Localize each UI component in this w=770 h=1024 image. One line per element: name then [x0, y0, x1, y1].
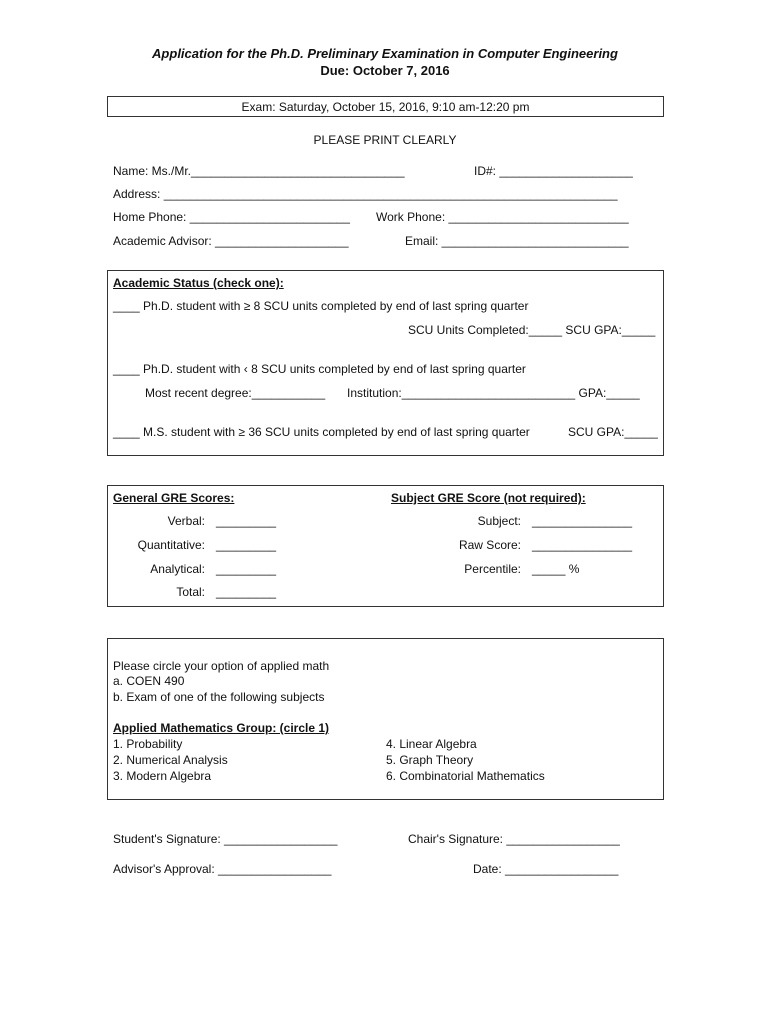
status-option-phd-8plus[interactable]: ____ Ph.D. student with ≥ 8 SCU units completed by end of last spring quarter: [113, 299, 529, 313]
applied-math-box: [107, 638, 664, 800]
percentile-input[interactable]: _____ %: [532, 562, 580, 576]
subject-modern-algebra[interactable]: 3. Modern Algebra: [113, 769, 212, 783]
home-phone-field[interactable]: Home Phone: ________________________: [113, 210, 350, 224]
subject-linear-algebra[interactable]: 4. Linear Algebra: [386, 737, 477, 751]
analytical-label: Analytical:: [150, 562, 205, 576]
subject-label: Subject:: [477, 514, 521, 528]
subject-input[interactable]: _______________: [532, 514, 633, 528]
academic-advisor-field[interactable]: Academic Advisor: ____________________: [113, 234, 349, 248]
raw-score-input[interactable]: _______________: [532, 538, 633, 552]
recent-degree-field[interactable]: Most recent degree:___________: [145, 386, 326, 400]
chair-signature-field[interactable]: Chair's Signature: _________________: [408, 832, 620, 846]
status-option-ms-36plus[interactable]: ____ M.S. student with ≥ 36 SCU units completed by end of last spring quarter: [113, 425, 530, 439]
exam-date-box: [107, 96, 664, 117]
academic-status-heading: Academic Status (check one):: [113, 276, 284, 290]
subject-gre-heading: Subject GRE Score (not required):: [391, 491, 586, 505]
applied-math-group-heading: Applied Mathematics Group: (circle 1): [113, 721, 330, 735]
subject-combinatorial-math[interactable]: 6. Combinatorial Mathematics: [386, 769, 545, 783]
advisor-approval-field[interactable]: Advisor's Approval: _________________: [113, 862, 332, 876]
academic-status-box: [107, 270, 664, 456]
percentile-label: Percentile:: [464, 562, 521, 576]
print-clearly-note: PLEASE PRINT CLEARLY: [313, 133, 457, 147]
verbal-input[interactable]: _________: [216, 514, 277, 528]
institution-gpa-field[interactable]: Institution:__________________________ GPA:_____: [347, 386, 640, 400]
subject-probability[interactable]: 1. Probability: [113, 737, 183, 751]
option-coen-490[interactable]: a. COEN 490: [113, 674, 185, 688]
work-phone-field[interactable]: Work Phone: ___________________________: [376, 210, 629, 224]
quantitative-input[interactable]: _________: [216, 538, 277, 552]
subject-graph-theory[interactable]: 5. Graph Theory: [386, 753, 474, 767]
total-input[interactable]: _________: [216, 585, 277, 599]
total-label: Total:: [176, 585, 205, 599]
subject-numerical-analysis[interactable]: 2. Numerical Analysis: [113, 753, 228, 767]
exam-date-text: Exam: Saturday, October 15, 2016, 9:10 am-12:20 pm: [241, 100, 530, 114]
raw-score-label: Raw Score:: [458, 538, 521, 552]
date-field[interactable]: Date: _________________: [473, 862, 619, 876]
option-subject-exam[interactable]: b. Exam of one of the following subjects: [113, 690, 325, 704]
id-field[interactable]: ID#: ____________________: [474, 164, 633, 178]
applied-math-intro: Please circle your option of applied math: [113, 659, 330, 673]
address-field[interactable]: Address: ____________________________________________________________________: [113, 187, 618, 201]
gre-scores-box: [107, 485, 664, 607]
analytical-input[interactable]: _________: [216, 562, 277, 576]
verbal-label: Verbal:: [167, 514, 205, 528]
general-gre-heading: General GRE Scores:: [113, 491, 235, 505]
scu-units-gpa-fields[interactable]: SCU Units Completed:_____ SCU GPA:_____: [408, 323, 656, 337]
status-option-phd-under8[interactable]: ____ Ph.D. student with ‹ 8 SCU units completed by end of last spring quarter: [113, 362, 526, 376]
name-field[interactable]: Name: Ms./Mr.________________________________: [113, 164, 405, 178]
email-field[interactable]: Email: ____________________________: [405, 234, 629, 248]
due-date: Due: October 7, 2016: [320, 63, 450, 78]
form-title: Application for the Ph.D. Preliminary Examination in Computer Engineering: [152, 46, 618, 61]
student-signature-field[interactable]: Student's Signature: _________________: [113, 832, 338, 846]
quantitative-label: Quantitative:: [137, 538, 205, 552]
ms-scu-gpa-field[interactable]: SCU GPA:_____: [568, 425, 658, 439]
